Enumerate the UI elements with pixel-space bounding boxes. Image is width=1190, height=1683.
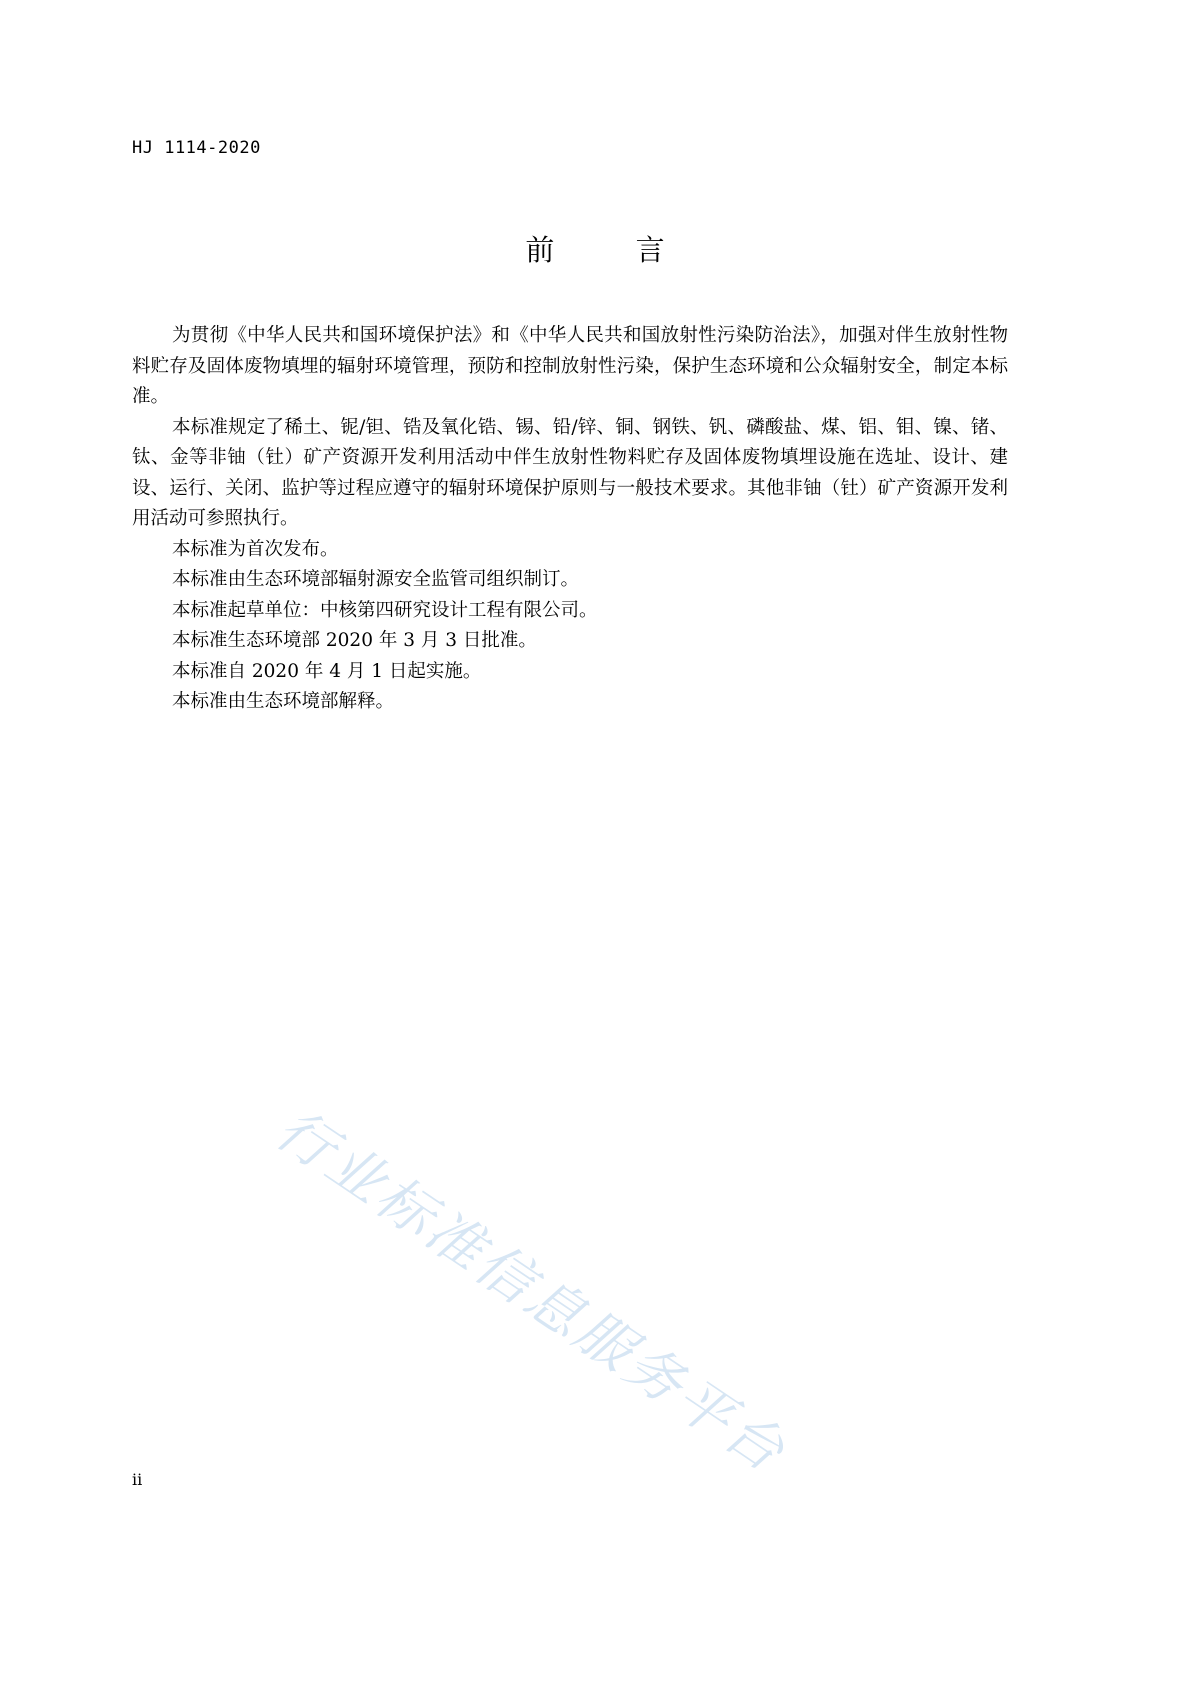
paragraph-purpose: 为贯彻《中华人民共和国环境保护法》和《中华人民共和国放射性污染防治法》，加强对伴生放射性物料贮存及固体废物填埋的辐射环境管理，预防和控制放射性污染，保护生态环境和公众辐射安全，制定本标准。 (132, 325, 1008, 407)
paragraph-interpretation: 本标准由生态环境部解释。 (172, 691, 395, 712)
paragraph-effective-date: 本标准自 2020 年 4 月 1 日起实施。 (172, 660, 482, 682)
paragraph-scope: 本标准规定了稀土、铌/钽、锆及氧化锆、锡、铅/锌、铜、钢铁、钒、磷酸盐、煤、铝、钼、镍、锗、钛、金等非铀（钍）矿产资源开发利用活动中伴生放射性物料贮存及固体废物填埋设施在选址、设计、建设、运行、关闭、监护等过程应遵守的辐射环境保护原则与一般技术要求。其他非铀（钍）矿产资源开发利用活动可参照执行。 (132, 416, 1008, 529)
paragraph-approval-date: 本标准生态环境部 2020 年 3 月 3 日批准。 (172, 630, 537, 651)
paragraph-drafting-unit: 本标准起草单位：中核第四研究设计工程有限公司。 (172, 599, 598, 621)
watermark: 行业标准信息服务平台 (264, 1096, 799, 1487)
page-number: ii (132, 1470, 143, 1489)
standard-code-header: HJ 1114-2020 (132, 138, 261, 158)
preface-body (132, 321, 1008, 718)
paragraph-organizer: 本标准由生态环境部辐射源安全监管司组织制订。 (172, 569, 580, 590)
paragraph-first-release: 本标准为首次发布。 (172, 538, 339, 560)
page-title: 前 言 (525, 233, 701, 267)
